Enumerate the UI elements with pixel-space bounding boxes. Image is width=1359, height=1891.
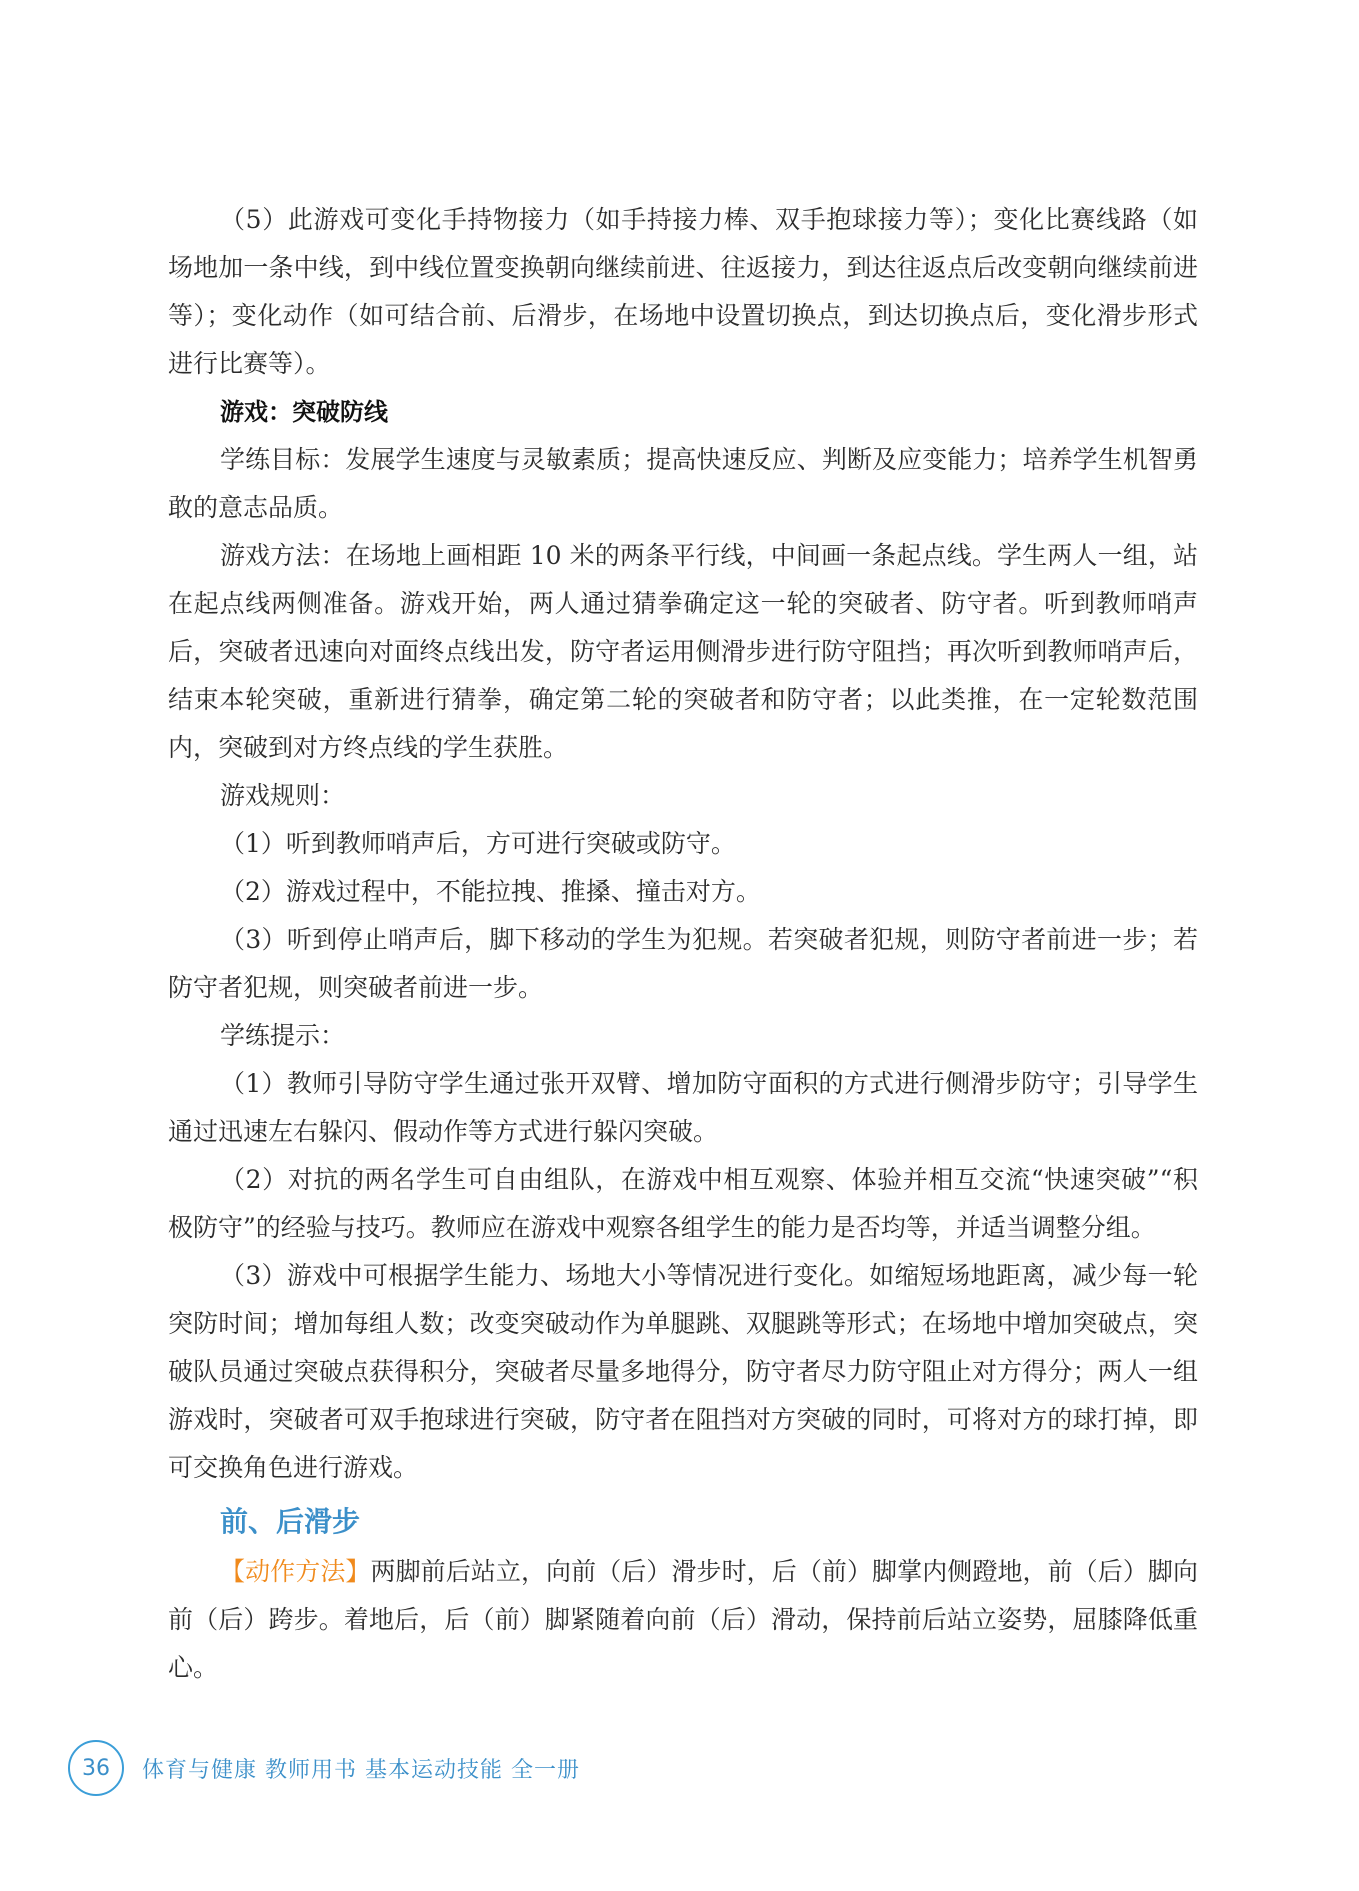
- paragraph-action-method: [168, 1548, 1198, 1692]
- rule-item-3: （3）听到停止哨声后，脚下移动的学生为犯规。若突破者犯规，则防守者前进一步；若防守者犯规，则突破者前进一步。: [168, 925, 1198, 1002]
- rules-title: 游戏规则：: [220, 781, 346, 810]
- paragraph-method: 游戏方法：在场地上画相距 10 米的两条平行线，中间画一条起点线。学生两人一组，站在起点线两侧准备。游戏开始，两人通过猜拳确定这一轮的突破者、防守者。听到教师哨声后，突破者迅速向对面终点线出发，防守者运用侧滑步进行防守阻挡；再次听到教师哨声后，结束本轮突破，重新进行猜拳，确定第二轮的突破者和防守者；以此类推，在一定轮数范围内，突破到对方终点线的学生获胜。: [168, 541, 1198, 762]
- page-content: [168, 196, 1198, 1692]
- action-method-tag: 【动作方法】: [220, 1557, 371, 1586]
- game-title: 游戏：突破防线: [220, 398, 388, 426]
- rule-item-1: （1）听到教师哨声后，方可进行突破或防守。: [220, 829, 736, 858]
- tip-item-1: （1）教师引导防守学生通过张开双臂、增加防守面积的方式进行侧滑步防守；引导学生通过迅速左右躲闪、假动作等方式进行躲闪突破。: [168, 1069, 1198, 1146]
- page-number: 36: [68, 1740, 124, 1796]
- section-title: 前、后滑步: [220, 1505, 361, 1538]
- paragraph-variation-5: （5）此游戏可变化手持物接力（如手持接力棒、双手抱球接力等）；变化比赛线路（如场地加一条中线，到中线位置变换朝向继续前进、往返接力，到达往返点后改变朝向继续前进等）；变化动作（如可结合前、后滑步，在场地中设置切换点，到达切换点后，变化滑步形式进行比赛等）。: [168, 205, 1198, 378]
- paragraph-goal: 学练目标：发展学生速度与灵敏素质；提高快速反应、判断及应变能力；培养学生机智勇敢的意志品质。: [168, 445, 1198, 522]
- book-title: 体育与健康 教师用书 基本运动技能 全一册: [142, 1757, 580, 1783]
- tip-item-2: （2）对抗的两名学生可自由组队，在游戏中相互观察、体验并相互交流“快速突破”“积极防守”的经验与技巧。教师应在游戏中观察各组学生的能力是否均等，并适当调整分组。: [168, 1165, 1198, 1242]
- tip-item-3: （3）游戏中可根据学生能力、场地大小等情况进行变化。如缩短场地距离，减少每一轮突防时间；增加每组人数；改变突破动作为单腿跳、双腿跳等形式；在场地中增加突破点，突破队员通过突破点获得积分，突破者尽量多地得分，防守者尽力防守阻止对方得分；两人一组游戏时，突破者可双手抱球进行突破，防守者在阻挡对方突破的同时，可将对方的球打掉，即可交换角色进行游戏。: [168, 1261, 1198, 1482]
- action-method-text: 两脚前后站立，向前（后）滑步时，后（前）脚掌内侧蹬地，前（后）脚向前（后）跨步。着地后，后（前）脚紧随着向前（后）滑动，保持前后站立姿势，屈膝降低重心。: [168, 1557, 1198, 1682]
- page-footer: [68, 1738, 580, 1798]
- tips-title: 学练提示：: [220, 1021, 346, 1050]
- rule-item-2: （2）游戏过程中，不能拉拽、推搡、撞击对方。: [220, 877, 761, 906]
